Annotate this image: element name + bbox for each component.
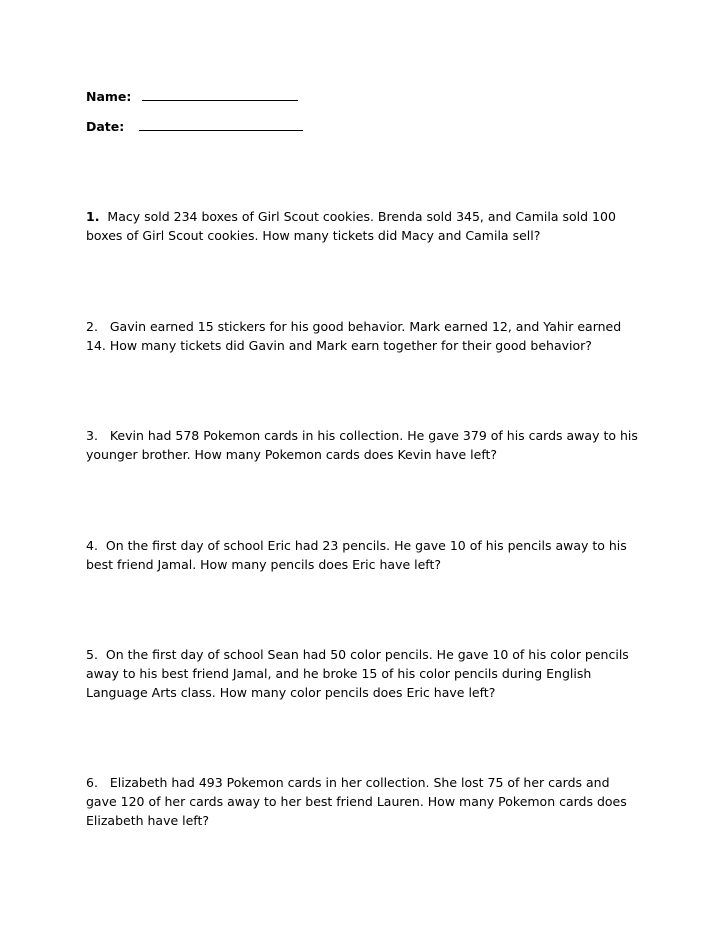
question-line — [86, 426, 646, 445]
question-text: away to his best friend Jamal, and he broke 15 of his color pencils during English — [86, 666, 592, 681]
question-5 — [86, 645, 646, 702]
question-text: boxes of Girl Scout cookies. How many tickets did Macy and Camila sell? — [86, 228, 541, 243]
question-line — [86, 645, 646, 664]
name-blank-line[interactable] — [142, 88, 298, 101]
question-text: Language Arts class. How many color pencils does Eric have left? — [86, 685, 496, 700]
date-field — [86, 118, 303, 135]
date-blank-line[interactable] — [139, 118, 303, 131]
question-3 — [86, 426, 646, 464]
date-label: Date: — [86, 119, 125, 134]
question-text: gave 120 of her cards away to her best friend Lauren. How many Pokemon cards does — [86, 794, 627, 809]
question-1 — [86, 207, 646, 245]
question-number: 1. — [86, 209, 100, 224]
question-line — [86, 773, 646, 792]
question-number: 3. — [86, 428, 98, 443]
question-text: Gavin earned 15 stickers for his good behavior. Mark earned 12, and Yahir earned — [109, 319, 622, 334]
question-line — [86, 317, 646, 336]
question-text: Elizabeth have left? — [86, 813, 210, 828]
question-6 — [86, 773, 646, 830]
question-text: 14. How many tickets did Gavin and Mark earn together for their good behavior? — [86, 338, 592, 353]
question-number: 2. — [86, 319, 98, 334]
question-text: Elizabeth had 493 Pokemon cards in her collection. She lost 75 of her cards and — [109, 775, 610, 790]
question-2 — [86, 317, 646, 355]
question-number: 5. — [86, 647, 98, 662]
question-text: Macy sold 234 boxes of Girl Scout cookies. Brenda sold 345, and Camila sold 100 — [107, 209, 616, 224]
name-field — [86, 88, 298, 105]
question-line — [86, 536, 646, 555]
question-text: younger brother. How many Pokemon cards does Kevin have left? — [86, 447, 498, 462]
question-4 — [86, 536, 646, 574]
question-text: Kevin had 578 Pokemon cards in his collection. He gave 379 of his cards away to his — [109, 428, 638, 443]
question-text: best friend Jamal. How many pencils does Eric have left? — [86, 557, 442, 572]
question-number: 6. — [86, 775, 98, 790]
question-line — [86, 207, 646, 226]
name-label: Name: — [86, 89, 132, 104]
question-text: On the first day of school Sean had 50 color pencils. He gave 10 of his color pencils — [105, 647, 629, 662]
question-number: 4. — [86, 538, 98, 553]
question-text: On the first day of school Eric had 23 pencils. He gave 10 of his pencils away to his — [105, 538, 627, 553]
